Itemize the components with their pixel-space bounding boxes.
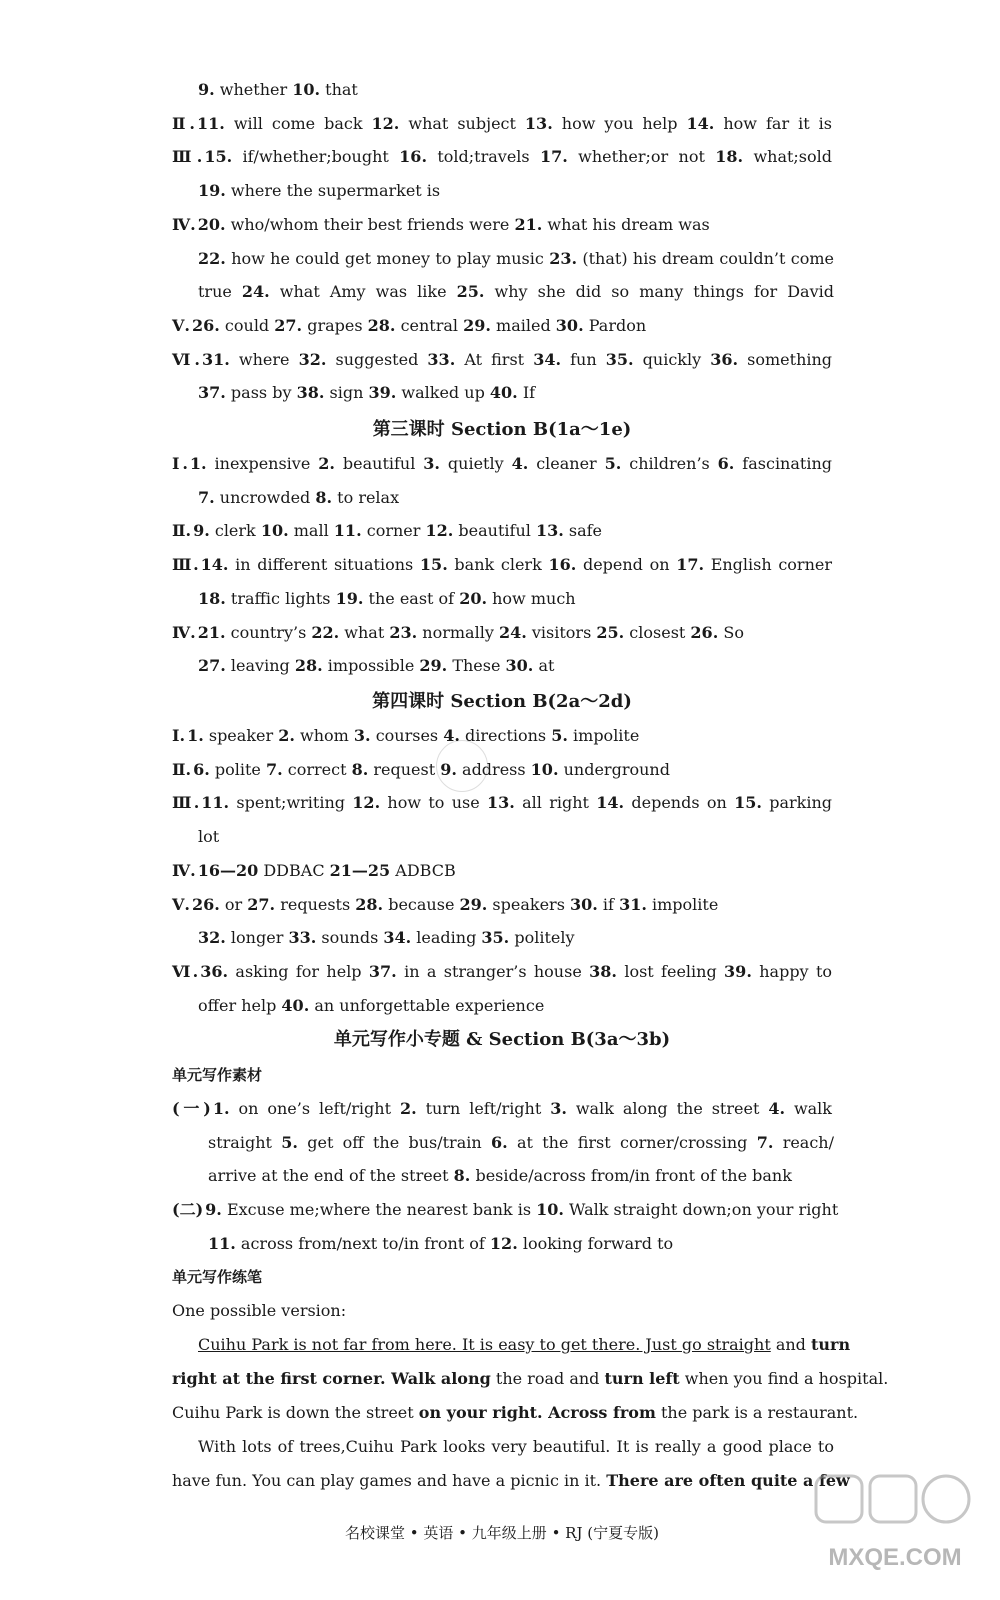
essay-line-2: right at the first corner. Walk along the road and turn left when you find a hospital. xyxy=(172,1369,889,1388)
question-number: 18. xyxy=(198,588,226,608)
answer-text: turn left/right xyxy=(416,1099,551,1118)
answer-text: because xyxy=(383,894,460,914)
question-number: 12. xyxy=(425,521,454,541)
answer-text: courses xyxy=(370,726,444,745)
question-number: 14. xyxy=(200,555,229,575)
question-number: 27. xyxy=(247,894,276,914)
answer-text: could xyxy=(219,315,275,335)
answer-text: impossible xyxy=(322,656,420,676)
question-number: 3. xyxy=(423,454,440,473)
question-number: 8. xyxy=(453,1166,471,1186)
answer-text: how much xyxy=(487,588,576,608)
answer-line xyxy=(172,616,832,650)
question-number: 10. xyxy=(260,521,289,541)
answer-text: speaker xyxy=(203,726,279,745)
question-number: 1. xyxy=(187,726,204,745)
part-numeral: Ⅱ. xyxy=(172,521,192,541)
question-number: 39. xyxy=(368,383,397,403)
page-footer: 名校课堂 • 英语 • 九年级上册 • RJ (宁夏专版) xyxy=(345,1524,659,1542)
question-number: 11. xyxy=(201,793,230,813)
answer-text: lot xyxy=(198,827,220,847)
question-number: 15. xyxy=(204,147,233,167)
subhead-writing-material: 单元写作素材 xyxy=(172,1066,263,1084)
answer-line xyxy=(172,854,832,888)
answer-text: Excuse me;where the nearest bank is xyxy=(221,1200,537,1220)
question-number: 29. xyxy=(459,894,488,914)
question-number: 32. xyxy=(298,349,327,369)
answer-text: what;sold xyxy=(743,147,833,167)
question-number: 30. xyxy=(570,894,598,914)
answer-line xyxy=(172,786,832,820)
answer-text: lost feeling xyxy=(616,961,725,981)
part-numeral: Ⅲ. xyxy=(172,147,203,167)
part-numeral: (一) xyxy=(172,1099,211,1118)
question-number: 30. xyxy=(505,656,534,676)
question-number: 16. xyxy=(399,147,428,167)
essay-line-4: With lots of trees,Cuihu Park looks very beautiful. It is really a good place to xyxy=(198,1437,834,1456)
question-number: 17. xyxy=(676,555,705,575)
answer-text: across from/next to/in front of xyxy=(235,1233,490,1253)
question-number: 16—20 xyxy=(197,860,259,880)
question-number: 23. xyxy=(549,248,578,268)
answer-line xyxy=(172,309,832,343)
question-number: 37. xyxy=(368,961,397,981)
essay-underlined-text: Cuihu Park is not far from here. It is easy to get there. Just go straight xyxy=(198,1335,771,1354)
answer-text: depend on xyxy=(576,555,677,575)
question-number: 5. xyxy=(281,1132,298,1152)
answer-text: offer help xyxy=(198,995,282,1015)
question-number: 39. xyxy=(724,961,752,981)
answer-text: ADBCB xyxy=(390,860,456,880)
question-number: 21. xyxy=(197,622,226,642)
answer-text: uncrowded xyxy=(214,487,316,507)
answer-text: straight xyxy=(208,1132,282,1152)
question-number: 27. xyxy=(274,315,303,335)
answer-text: in different situations xyxy=(228,555,420,575)
part-numeral: Ⅵ. xyxy=(172,961,199,981)
question-number: 13. xyxy=(535,521,564,541)
answer-line xyxy=(172,753,832,787)
question-number: 7. xyxy=(198,487,215,507)
essay-line-5: have fun. You can play games and have a picnic in it. There are often quite a few xyxy=(172,1471,850,1490)
question-number: 11. xyxy=(333,521,362,541)
answer-line xyxy=(208,1126,834,1160)
answer-text: at the first corner/crossing xyxy=(507,1132,757,1152)
question-number: 12. xyxy=(489,1233,518,1253)
answer-text: grapes xyxy=(302,315,368,335)
question-number: 16. xyxy=(548,555,577,575)
answer-line xyxy=(172,343,832,377)
question-number: 8. xyxy=(315,487,333,507)
question-number: 21. xyxy=(514,214,543,234)
question-number: 7. xyxy=(265,759,283,779)
answer-text: traffic lights xyxy=(225,588,336,608)
answer-text: So xyxy=(718,622,744,642)
answer-text: if/whether;bought xyxy=(232,147,400,167)
answer-text: reach/ xyxy=(773,1132,835,1152)
answer-line xyxy=(208,1159,834,1193)
question-number: 26. xyxy=(191,315,220,335)
answer-text: sign xyxy=(324,383,369,403)
answer-text: how you help xyxy=(552,113,687,133)
essay-line-1: Cuihu Park is not far from here. It is easy to get there. Just go straight and turn xyxy=(198,1335,851,1354)
answer-text: arrive at the end of the street xyxy=(208,1166,454,1186)
answer-text: These xyxy=(447,656,506,676)
answer-line xyxy=(198,582,834,616)
answer-line xyxy=(172,1193,839,1227)
question-number: 15. xyxy=(734,793,762,813)
answer-text: the east of xyxy=(363,588,460,608)
answer-text: corner xyxy=(361,521,426,541)
section-heading-4: 第四课时 Section B(2a～2d) xyxy=(372,691,632,712)
question-number: 33. xyxy=(288,928,317,948)
answer-text: who/whom their best friends were xyxy=(225,214,515,234)
answer-text: what his dream was xyxy=(542,214,710,234)
question-number: 29. xyxy=(419,656,448,676)
question-number: 35. xyxy=(605,349,634,369)
section-heading-3: 第三课时 Section B(1a～1e) xyxy=(372,419,632,440)
answer-text: sounds xyxy=(316,928,384,948)
answer-text: At first xyxy=(455,349,534,369)
answer-line xyxy=(172,514,832,548)
question-number: 15. xyxy=(419,555,448,575)
answer-text: if xyxy=(597,894,620,914)
question-number: 3. xyxy=(550,1099,567,1118)
question-number: 13. xyxy=(524,113,553,133)
answer-line xyxy=(172,955,832,989)
answer-text: leading xyxy=(411,928,482,948)
answer-text: If xyxy=(517,383,536,403)
part-numeral: Ⅰ. xyxy=(172,454,188,473)
answer-text: spent;writing xyxy=(229,793,353,813)
question-number: 37. xyxy=(198,383,226,403)
answer-text: suggested xyxy=(326,349,428,369)
question-number: 25. xyxy=(456,282,485,302)
question-number: 10. xyxy=(292,80,321,99)
answer-text: polite xyxy=(209,759,266,779)
answer-text: leaving xyxy=(225,656,295,676)
question-number: 4. xyxy=(443,726,460,745)
answer-text: correct xyxy=(282,759,352,779)
question-number: 26. xyxy=(191,894,220,914)
question-number: 11. xyxy=(196,113,225,133)
question-number: 13. xyxy=(487,793,515,813)
part-numeral: Ⅳ. xyxy=(172,214,196,234)
part-numeral: Ⅱ. xyxy=(172,759,192,779)
question-number: 38. xyxy=(589,961,617,981)
answer-text: beside/across from/in front of the bank xyxy=(470,1166,792,1186)
essay-intro: One possible version: xyxy=(172,1301,347,1320)
answer-text: fun xyxy=(561,349,606,369)
question-number: 2. xyxy=(399,1099,417,1118)
answer-text: happy to xyxy=(751,961,833,981)
answer-text: bank clerk xyxy=(447,555,549,575)
answer-text: fascinating xyxy=(734,454,832,473)
answer-text: central xyxy=(395,315,464,335)
watermark-logo xyxy=(810,1470,980,1580)
answer-text: cleaner xyxy=(528,454,605,473)
question-number: 22. xyxy=(311,622,340,642)
answer-text: beautiful xyxy=(453,521,536,541)
essay-line-3: Cuihu Park is down the street on your right. Across from the park is a restaurant. xyxy=(172,1403,859,1422)
question-number: 14. xyxy=(686,113,715,133)
question-number: 28. xyxy=(355,894,384,914)
answer-text: where the supermarket is xyxy=(225,181,441,201)
answer-line xyxy=(172,548,832,582)
answer-line xyxy=(198,649,834,683)
answer-text: underground xyxy=(558,759,670,779)
question-number: 5. xyxy=(551,726,568,745)
answer-text: clerk xyxy=(209,521,261,541)
question-number: 40. xyxy=(489,383,518,403)
question-number: 12. xyxy=(371,113,400,133)
question-number: 36. xyxy=(710,349,739,369)
question-number: 9. xyxy=(198,80,215,99)
answer-text: at xyxy=(533,656,555,676)
answer-text: on one’s left/right xyxy=(229,1099,400,1118)
answer-text: country’s xyxy=(225,622,312,642)
answer-text: looking forward to xyxy=(517,1233,674,1253)
answer-line xyxy=(198,820,834,854)
question-number: 10. xyxy=(530,759,559,779)
answer-text: safe xyxy=(563,521,603,541)
question-number: 25. xyxy=(596,622,625,642)
question-number: 7. xyxy=(756,1132,774,1152)
question-number: 11. xyxy=(208,1233,236,1253)
answer-text: in a stranger’s house xyxy=(396,961,590,981)
question-number: 17. xyxy=(539,147,568,167)
question-number: 9. xyxy=(205,1200,222,1220)
question-number: 23. xyxy=(389,622,418,642)
answer-line xyxy=(172,140,832,174)
question-number: 29. xyxy=(463,315,491,335)
answer-text: whom xyxy=(294,726,354,745)
question-number: 26. xyxy=(690,622,719,642)
answer-text: all right xyxy=(514,793,597,813)
question-number: 38. xyxy=(296,383,325,403)
answer-text: quietly xyxy=(439,454,512,473)
answer-text: whether;or not xyxy=(567,147,716,167)
answer-text: to relax xyxy=(332,487,400,507)
answer-text: walk xyxy=(785,1099,832,1118)
answer-text: children’s xyxy=(621,454,718,473)
answer-text: English corner xyxy=(704,555,833,575)
question-number: 30. xyxy=(555,315,584,335)
answer-line xyxy=(198,275,834,309)
answer-text: walk along the street xyxy=(566,1099,769,1118)
answer-text: directions xyxy=(459,726,552,745)
part-numeral: Ⅳ. xyxy=(172,622,196,642)
answer-line xyxy=(172,208,832,242)
answer-text: whether xyxy=(214,80,293,99)
answer-text: what xyxy=(339,622,390,642)
question-number: 10. xyxy=(536,1200,564,1220)
question-number: 6. xyxy=(490,1132,508,1152)
question-number: 28. xyxy=(294,656,323,676)
answer-line xyxy=(198,481,834,515)
answer-text: get off the bus/train xyxy=(297,1132,491,1152)
question-number: 32. xyxy=(198,928,226,948)
subhead-writing-practice: 单元写作练笔 xyxy=(172,1268,263,1286)
question-number: 34. xyxy=(533,349,562,369)
question-number: 18. xyxy=(715,147,744,167)
answer-line xyxy=(172,1092,832,1126)
question-number: 21—25 xyxy=(329,860,391,880)
answer-line xyxy=(198,921,834,955)
question-number: 36. xyxy=(200,961,229,981)
answer-line xyxy=(208,1227,834,1261)
answer-text: what subject xyxy=(399,113,525,133)
question-number: 4. xyxy=(768,1099,786,1118)
question-number: 19. xyxy=(335,588,364,608)
answer-text: walked up xyxy=(396,383,490,403)
question-number: 8. xyxy=(351,759,369,779)
question-number: 22. xyxy=(198,248,226,268)
answer-text: mall xyxy=(288,521,334,541)
watermark-text: MXQE.COM xyxy=(828,1544,962,1571)
question-number: 20. xyxy=(459,588,488,608)
answer-text: closest xyxy=(624,622,691,642)
answer-text: impolite xyxy=(567,726,640,745)
question-number: 24. xyxy=(241,282,270,302)
question-number: 2. xyxy=(278,726,295,745)
answer-text: or xyxy=(219,894,248,914)
answer-text: inexpensive xyxy=(206,454,319,473)
answer-text: depends on xyxy=(624,793,735,813)
part-numeral: Ⅰ. xyxy=(172,726,186,745)
answer-text: pass by xyxy=(225,383,297,403)
question-number: 35. xyxy=(481,928,510,948)
question-number: 2. xyxy=(318,454,335,473)
answer-line xyxy=(198,242,834,276)
answer-text: impolite xyxy=(646,894,719,914)
question-number: 1. xyxy=(212,1099,230,1118)
answer-text: requests xyxy=(275,894,356,914)
part-numeral: Ⅱ. xyxy=(172,113,195,133)
answer-text: address xyxy=(456,759,531,779)
answer-text: politely xyxy=(509,928,575,948)
answer-text: asking for help xyxy=(228,961,369,981)
answer-text: request xyxy=(368,759,441,779)
part-numeral: (二) xyxy=(172,1200,204,1220)
answer-text: visitors xyxy=(526,622,597,642)
answer-text: longer xyxy=(225,928,289,948)
question-number: 20. xyxy=(197,214,226,234)
answer-line xyxy=(172,719,832,753)
question-number: 40. xyxy=(281,995,310,1015)
question-number: 28. xyxy=(367,315,396,335)
answer-text: why she did so many things for David xyxy=(484,282,834,302)
answer-text: that xyxy=(320,80,358,99)
answer-text: told;travels xyxy=(427,147,540,167)
answer-text: normally xyxy=(417,622,499,642)
answer-text: how far it is xyxy=(714,113,832,133)
answer-line xyxy=(172,888,832,922)
answer-text: DDBAC xyxy=(258,860,330,880)
answer-text: Pardon xyxy=(583,315,647,335)
answer-text: where xyxy=(229,349,299,369)
question-number: 4. xyxy=(511,454,529,473)
question-number: 19. xyxy=(198,181,226,201)
question-number: 34. xyxy=(383,928,412,948)
answer-text: mailed xyxy=(490,315,556,335)
part-numeral: Ⅲ. xyxy=(172,793,200,813)
answer-text: how he could get money to play music xyxy=(225,248,550,268)
question-number: 31. xyxy=(619,894,647,914)
answer-text: what Amy was like xyxy=(269,282,457,302)
question-number: 14. xyxy=(596,793,625,813)
part-numeral: Ⅳ. xyxy=(172,860,196,880)
part-numeral: Ⅵ. xyxy=(172,349,200,369)
answer-text: quickly xyxy=(633,349,711,369)
part-numeral: Ⅴ. xyxy=(172,315,190,335)
question-number: 31. xyxy=(201,349,230,369)
question-number: 6. xyxy=(193,759,210,779)
answer-text: (that) his dream couldn’t come xyxy=(577,248,834,268)
answer-text: beautiful xyxy=(334,454,424,473)
question-number: 27. xyxy=(198,656,226,676)
answer-text: how to use xyxy=(380,793,487,813)
answer-text: an unforgettable experience xyxy=(309,995,545,1015)
question-number: 3. xyxy=(353,726,371,745)
question-number: 1. xyxy=(189,454,207,473)
question-number: 12. xyxy=(352,793,381,813)
answer-line xyxy=(198,174,834,208)
section-heading-writing: 单元写作小专题 & Section B(3a～3b) xyxy=(333,1029,671,1050)
answer-line xyxy=(172,447,832,481)
answer-text: will come back xyxy=(224,113,372,133)
answer-text: true xyxy=(198,282,242,302)
part-numeral: Ⅲ. xyxy=(172,555,199,575)
answer-line xyxy=(198,376,834,410)
answer-line xyxy=(198,989,834,1023)
question-number: 24. xyxy=(498,622,527,642)
answer-text: parking xyxy=(761,793,833,813)
answer-line xyxy=(172,107,832,141)
question-number: 6. xyxy=(717,454,735,473)
question-number: 33. xyxy=(427,349,456,369)
answer-text: Walk straight down;on your right xyxy=(563,1200,839,1220)
question-number: 9. xyxy=(193,521,210,541)
question-number: 5. xyxy=(604,454,622,473)
part-numeral: Ⅴ. xyxy=(172,894,190,914)
answer-text: speakers xyxy=(487,894,570,914)
question-number: 9. xyxy=(440,759,457,779)
answer-line xyxy=(198,73,834,107)
answer-text: something xyxy=(738,349,833,369)
